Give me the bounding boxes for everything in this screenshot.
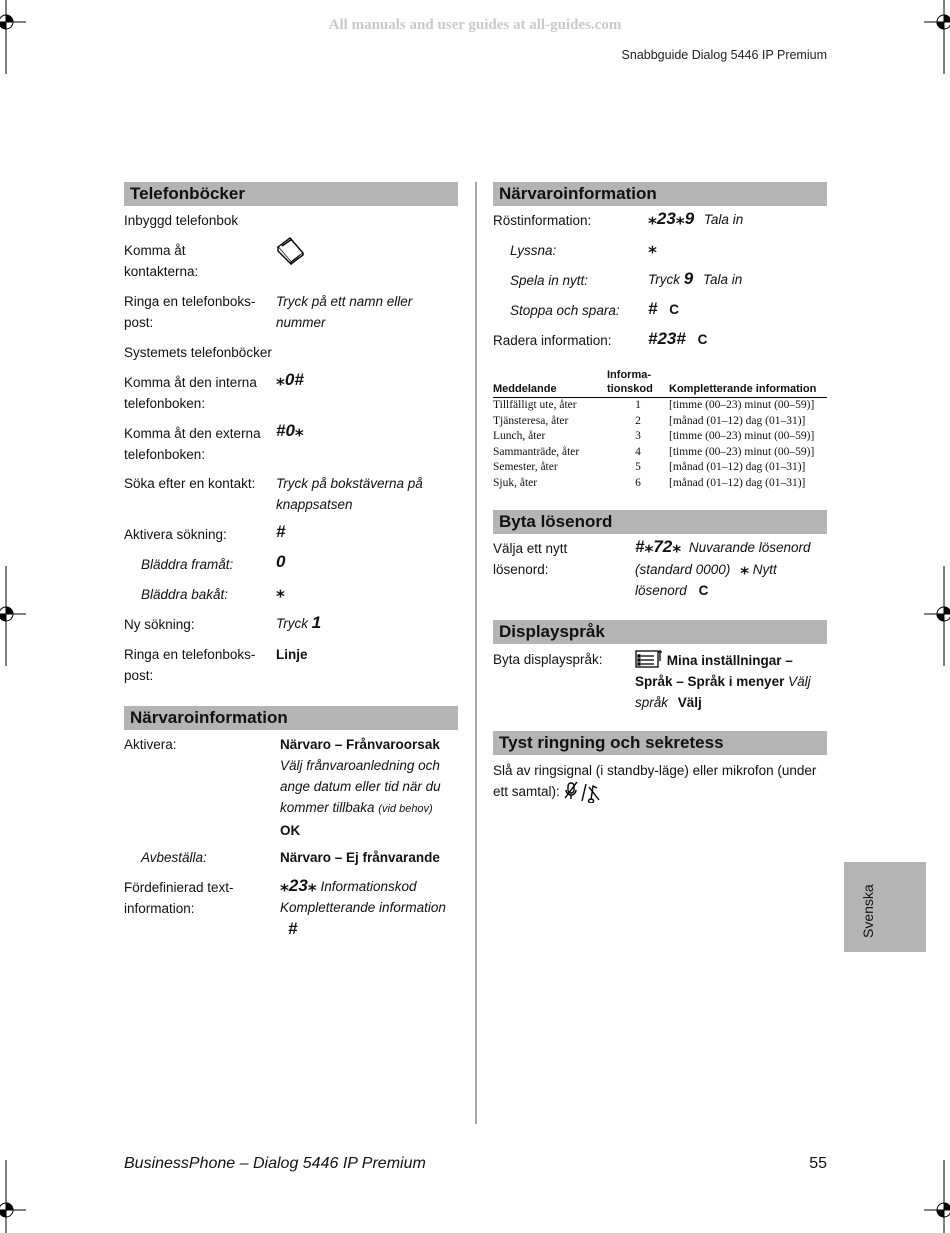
table-cell: [timme (00–23) minut (00–59)] bbox=[669, 399, 815, 411]
section-title-presence-left: Närvaroinformation bbox=[124, 706, 458, 730]
settings-menu-icon bbox=[635, 649, 663, 669]
new-password-label: Välja ett nytt lösenord: bbox=[493, 541, 568, 577]
language-tab bbox=[844, 862, 926, 952]
section-title-presence-right: Närvaroinformation bbox=[493, 182, 827, 206]
language-tab-label: Svenska bbox=[860, 884, 876, 938]
voice-info-value bbox=[648, 208, 743, 230]
rerecord-label: Spela in nytt: bbox=[510, 273, 589, 288]
new-password-value bbox=[635, 536, 825, 601]
password-key: C bbox=[698, 583, 709, 598]
cancel-presence-label: Avbeställa: bbox=[141, 850, 207, 865]
display-language-select: Välj bbox=[677, 695, 702, 710]
table-header-code: Informa-tionskod bbox=[607, 368, 669, 398]
rerecord-code: 9 bbox=[683, 269, 694, 288]
table-cell: [månad (01–12) dag (01–31)] bbox=[669, 414, 806, 427]
activate-search-label: Aktivera sökning: bbox=[124, 527, 227, 542]
predefined-info-end: # bbox=[288, 919, 298, 938]
new-search-instruction bbox=[276, 612, 321, 634]
voice-info-label: Röstinformation: bbox=[493, 213, 592, 228]
table-header-supplementary: Kompletterande information bbox=[669, 368, 827, 398]
mute-icon bbox=[564, 781, 602, 803]
browse-back-code: ⁎ bbox=[276, 582, 285, 601]
new-password-text: Nytt lösenord bbox=[635, 562, 777, 598]
call-entry-instruction: Tryck på ett namn eller nummer bbox=[276, 294, 413, 330]
section-title-phonebooks: Telefonböcker bbox=[124, 182, 458, 206]
silent-ringing-instruction: Slå av ringsignal (i standby-läge) eller mikrofon (under ett samtal): bbox=[493, 763, 817, 799]
table-cell: 2 bbox=[635, 414, 641, 427]
section-title-password: Byta lösenord bbox=[493, 510, 827, 534]
listen-label: Lyssna: bbox=[510, 243, 557, 258]
table-cell: Tillfälligt ute, åter bbox=[493, 399, 577, 411]
display-language-choose: Välj språk bbox=[635, 674, 811, 710]
activate-presence-desc: Välj frånvaroanledning och ange datum eller tid när du kommer tillbaka bbox=[280, 758, 441, 815]
running-head: Snabbguide Dialog 5446 IP Premium bbox=[621, 48, 827, 62]
table-row bbox=[493, 414, 827, 430]
predefined-info-desc: Informationskod Kompletterande information bbox=[280, 879, 446, 915]
cancel-presence-value: Närvaro – Ej frånvarande bbox=[280, 850, 440, 865]
activate-presence-value bbox=[280, 734, 452, 841]
call-entry2-value: Linje bbox=[276, 647, 308, 662]
listen-code: ⁎ bbox=[648, 238, 657, 257]
table-cell: Sammanträde, åter bbox=[493, 445, 580, 458]
new-search-code: 1 bbox=[311, 613, 322, 632]
external-phonebook-label: Komma åt den externa telefonboken: bbox=[124, 426, 261, 462]
table-cell: [timme (00–23) minut (00–59)] bbox=[669, 430, 815, 442]
table-row bbox=[493, 476, 827, 492]
activate-presence-ok: OK bbox=[280, 823, 301, 838]
section-title-display-language: Displayspråk bbox=[493, 620, 827, 644]
table-row bbox=[493, 398, 827, 414]
rerecord-action: Tala in bbox=[703, 272, 743, 287]
browse-back-label: Bläddra bakåt: bbox=[141, 587, 229, 602]
browse-forward-code: 0 bbox=[276, 552, 286, 571]
new-search-prefix: Tryck bbox=[276, 616, 308, 631]
search-contact-instruction: Tryck på bokstäverna på knappsatsen bbox=[276, 476, 423, 512]
table-cell: 4 bbox=[635, 445, 641, 458]
activate-search-code: # bbox=[276, 522, 286, 541]
page-number: 55 bbox=[809, 1155, 827, 1172]
table-cell: Semester, åter bbox=[493, 461, 558, 473]
display-language-menu: Mina inställningar – Språk – Språk i menyer bbox=[635, 653, 793, 689]
browse-forward-label: Bläddra framåt: bbox=[141, 557, 234, 572]
table-cell: 6 bbox=[635, 476, 641, 489]
table-cell: [månad (01–12) dag (01–31)] bbox=[669, 476, 806, 489]
predefined-info-code: ⁎23⁎ bbox=[280, 876, 317, 895]
stop-save-code: # bbox=[648, 299, 658, 318]
internal-phonebook-label: Komma åt den interna telefonboken: bbox=[124, 375, 257, 411]
message-code-table bbox=[493, 368, 827, 491]
table-cell: 3 bbox=[635, 430, 641, 442]
table-row bbox=[493, 460, 827, 476]
rerecord-value bbox=[648, 268, 742, 290]
display-language-value bbox=[635, 649, 827, 713]
section-title-silent-ringing: Tyst ringning och sekretess bbox=[493, 731, 827, 755]
external-phonebook-code: #0⁎ bbox=[276, 421, 304, 440]
table-cell: [månad (01–12) dag (01–31)] bbox=[669, 461, 806, 473]
table-header-message: Meddelande bbox=[493, 368, 607, 398]
internal-phonebook-code: ⁎0# bbox=[276, 370, 304, 389]
stop-save-key: C bbox=[669, 302, 679, 317]
current-password-text: Nuvarande lösenord (standard 0000) bbox=[635, 540, 811, 577]
stop-save-value bbox=[648, 298, 679, 320]
table-cell: 5 bbox=[635, 461, 641, 473]
delete-info-code: #23# bbox=[648, 329, 686, 348]
display-language-label: Byta displayspråk: bbox=[493, 652, 603, 667]
column-divider bbox=[475, 182, 477, 1124]
table-cell: Tjänsteresa, åter bbox=[493, 414, 569, 427]
table-row bbox=[493, 445, 827, 461]
table-cell: 1 bbox=[635, 399, 641, 411]
voice-info-action: Tala in bbox=[703, 212, 744, 227]
delete-info-key: C bbox=[697, 332, 708, 347]
phonebook-icon bbox=[274, 235, 306, 265]
call-entry2-label: Ringa en telefonboks-post: bbox=[124, 647, 256, 683]
activate-presence-label: Aktivera: bbox=[124, 737, 177, 752]
call-entry-label: Ringa en telefonboks-post: bbox=[124, 294, 256, 330]
predefined-info-value bbox=[280, 875, 452, 940]
access-contacts-label: Komma åt kontakterna: bbox=[124, 243, 199, 279]
table-header-row bbox=[493, 368, 827, 398]
table-cell: Lunch, åter bbox=[493, 430, 546, 442]
silent-ringing-text bbox=[493, 760, 827, 803]
table-row bbox=[493, 429, 827, 445]
stop-save-label: Stoppa och spara: bbox=[510, 303, 620, 318]
table-cell: [timme (00–23) minut (00–59)] bbox=[669, 445, 815, 458]
table-cell: Sjuk, åter bbox=[493, 476, 538, 489]
builtin-phonebook-heading: Inbyggd telefonbok bbox=[124, 213, 239, 228]
predefined-info-label: Fördefinierad text-information: bbox=[124, 880, 234, 916]
new-search-label: Ny sökning: bbox=[124, 617, 195, 632]
new-password-code: #⁎72⁎ bbox=[635, 537, 682, 556]
system-phonebooks-heading: Systemets telefonböcker bbox=[124, 345, 272, 360]
footer-title: BusinessPhone – Dialog 5446 IP Premium bbox=[124, 1155, 426, 1172]
activate-presence-note: (vid behov) bbox=[378, 803, 433, 815]
rerecord-prefix: Tryck bbox=[648, 272, 680, 287]
watermark: All manuals and user guides at all-guides.com bbox=[328, 17, 622, 33]
delete-info-label: Radera information: bbox=[493, 333, 612, 348]
delete-info-value bbox=[648, 328, 707, 350]
voice-info-code: ⁎23⁎9 bbox=[648, 209, 695, 228]
search-contact-label: Söka efter en kontakt: bbox=[124, 476, 256, 491]
activate-presence-menu: Närvaro – Frånvaroorsak bbox=[280, 737, 440, 752]
password-star-code: ⁎ bbox=[740, 559, 749, 578]
